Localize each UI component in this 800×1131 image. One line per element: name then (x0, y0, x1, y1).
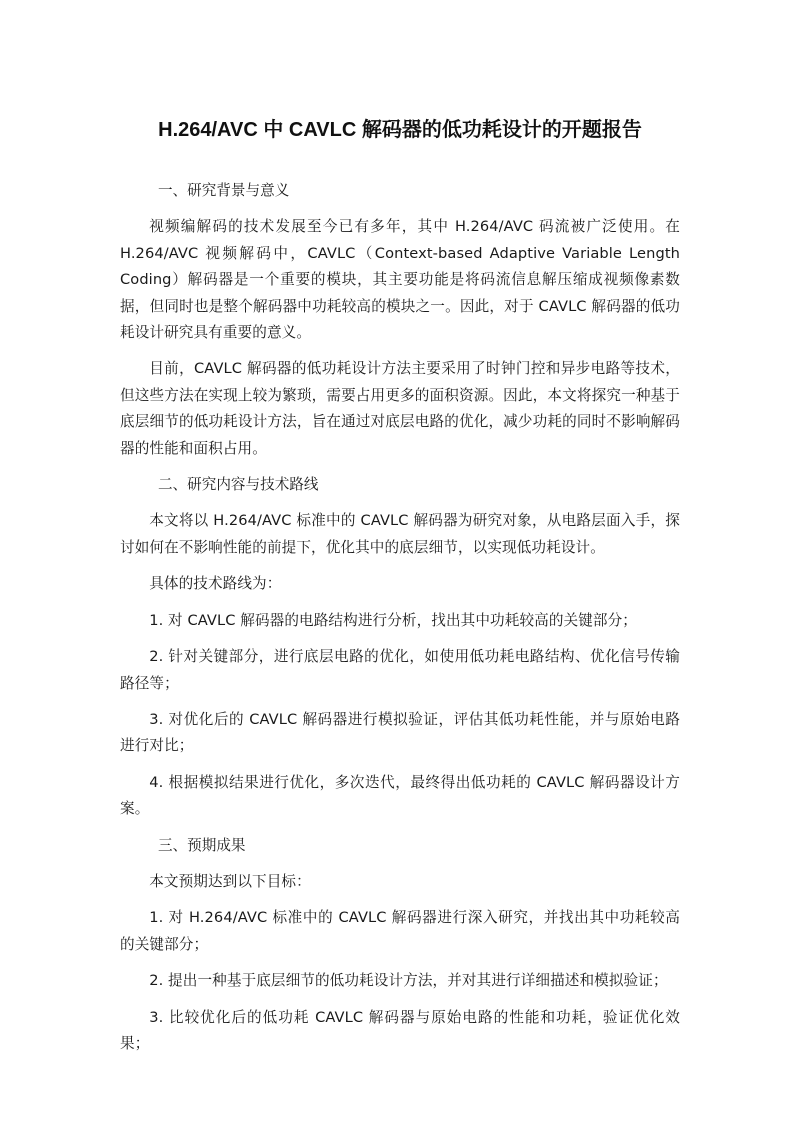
list-item-result-3: 3. 比较优化后的低功耗 CAVLC 解码器与原始电路的性能和功耗，验证优化效果； (120, 1008, 680, 1052)
list-item-route-3: 3. 对优化后的 CAVLC 解码器进行模拟验证，评估其低功耗性能，并与原始电路进行对比； (120, 710, 680, 755)
list-item-route-2: 2. 针对关键部分，进行底层电路的优化，如使用低功耗电路结构、优化信号传输路径等； (120, 648, 680, 692)
paragraph-content-intro: 本文将以 H.264/AVC 标准中的 CAVLC 解码器为研究对象，从电路层面入手，探讨如何在不影响性能的前提下，优化其中的底层细节，以实现低功耗设计。 (120, 512, 680, 556)
section-heading-content: 二、研究内容与技术路线 (157, 476, 319, 494)
section-heading-results: 三、预期成果 (157, 836, 246, 854)
document-title: H.264/AVC 中 CAVLC 解码器的低功耗设计的开题报告 (158, 119, 642, 141)
paragraph-background-1: 视频编解码的技术发展至今已有多年，其中 H.264/AVC 码流被广泛使用。在 H.264/AVC 视频解码中，CAVLC（Context-based Adaptive Variable Length Coding）解码器是一个重要的模块，其主要功能是将码流信息解压缩成视频像素数据，但同时也是整个解码器中功耗较高的模块之一。因此，对于 CAVLC 解码器的低功耗设计研究具有重要的意义。 (120, 218, 680, 342)
paragraph-route-lead: 具体的技术路线为： (149, 575, 282, 593)
list-item-route-4: 4. 根据模拟结果进行优化，多次迭代，最终得出低功耗的 CAVLC 解码器设计方案。 (120, 773, 680, 818)
paragraph-results-lead: 本文预期达到以下目标： (149, 872, 311, 890)
paragraph-background-2: 目前，CAVLC 解码器的低功耗设计方法主要采用了时钟门控和异步电路等技术，但这些方法在实现上较为繁琐，需要占用更多的面积资源。因此，本文将探究一种基于底层细节的低功耗设计方法，旨在通过对底层电路的优化，减少功耗的同时不影响解码器的性能和面积占用。 (120, 360, 680, 457)
section-heading-background: 一、研究背景与意义 (157, 182, 290, 199)
document-body (120, 178, 680, 1067)
list-item-result-1: 1. 对 H.264/AVC 标准中的 CAVLC 解码器进行深入研究，并找出其中功耗较高的关键部分； (120, 909, 680, 953)
list-item-route-1: 1. 对 CAVLC 解码器的电路结构进行分析，找出其中功耗较高的关键部分； (149, 611, 637, 629)
list-item-result-2: 2. 提出一种基于底层细节的低功耗设计方法，并对其进行详细描述和模拟验证； (149, 972, 668, 990)
